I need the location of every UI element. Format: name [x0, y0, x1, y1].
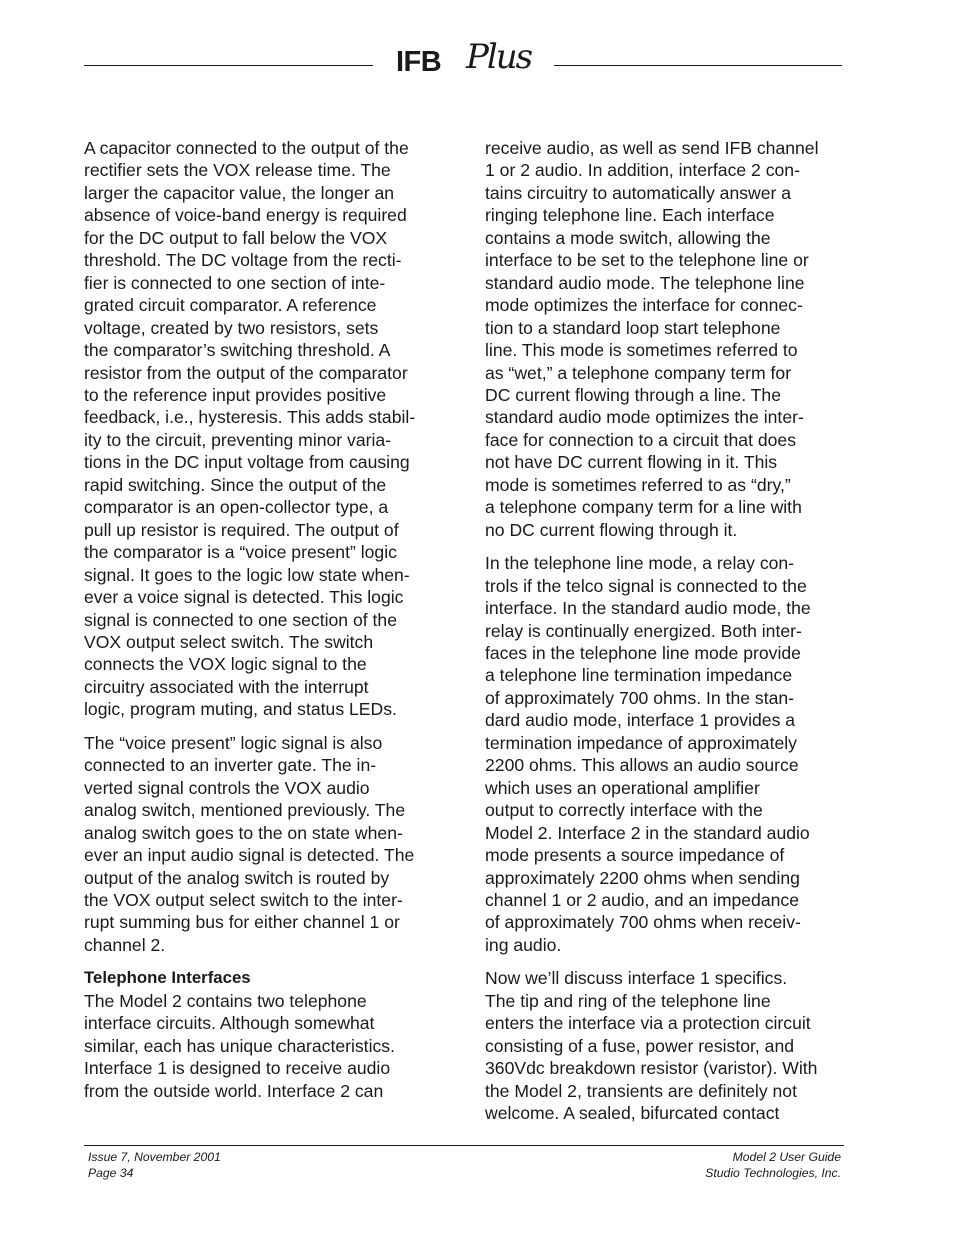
text-line: signal. It goes to the logic low state when- — [84, 564, 410, 585]
text-line: comparator is an open-collector type, a — [84, 497, 389, 518]
paragraph-interface-modes — [485, 137, 841, 541]
text-line: channel 1 or 2 audio, and an impedance — [485, 889, 799, 910]
text-line: verted signal controls the VOX audio — [84, 777, 370, 798]
text-line: from the outside world. Interface 2 can — [84, 1080, 384, 1101]
text-line: tains circuitry to automatically answer a — [485, 182, 792, 203]
paragraph-voice-present — [84, 732, 440, 957]
text-line: logic, program muting, and status LEDs. — [84, 699, 397, 720]
text-line: consisting of a fuse, power resistor, and — [485, 1035, 795, 1056]
text-line: The Model 2 contains two telephone — [84, 990, 367, 1011]
text-line: termination impedance of approximately — [485, 732, 797, 753]
text-line: The “voice present” logic signal is also — [84, 732, 383, 753]
footer-left — [88, 1150, 221, 1181]
text-line: threshold. The DC voltage from the recti- — [84, 250, 402, 271]
text-line: The tip and ring of the telephone line — [485, 990, 771, 1011]
right-column — [485, 137, 841, 1135]
text-line: channel 2. — [84, 934, 166, 955]
text-line: mode presents a source impedance of — [485, 845, 785, 866]
paragraph-telephone-line-mode — [485, 552, 841, 956]
paragraph-vox-release — [84, 137, 440, 721]
text-line: voltage, created by two resistors, sets — [84, 317, 379, 338]
text-line: ringing telephone line. Each interface — [485, 205, 775, 226]
ifb-plus-logo — [392, 38, 540, 86]
footer-page-number: Page 34 — [88, 1165, 134, 1180]
text-line: ing audio. — [485, 934, 562, 955]
left-column — [84, 137, 440, 1113]
text-line: circuitry associated with the interrupt — [84, 676, 369, 697]
text-line: larger the capacitor value, the longer an — [84, 182, 395, 203]
text-line: interface. In the standard audio mode, the — [485, 598, 811, 619]
text-line: grated circuit comparator. A reference — [84, 295, 377, 316]
footer-issue: Issue 7, November 2001 — [88, 1150, 221, 1164]
text-line: ity to the circuit, preventing minor varia- — [84, 429, 392, 450]
text-line: the Model 2, transients are definitely not — [485, 1080, 797, 1101]
text-line: rupt summing bus for either channel 1 or — [84, 912, 400, 933]
text-line: ever an input audio signal is detected. The — [84, 845, 415, 866]
text-line: the VOX output select switch to the inter- — [84, 889, 403, 910]
logo-ifb-text: IFB — [396, 46, 442, 78]
text-line: output of the analog switch is routed by — [84, 867, 390, 888]
text-line: no DC current flowing through it. — [485, 519, 738, 540]
text-line: for the DC output to fall below the VOX — [84, 227, 388, 248]
text-line: fier is connected to one section of inte- — [84, 272, 386, 293]
text-line: tions in the DC input voltage from causing — [84, 452, 410, 473]
footer-rule — [84, 1145, 844, 1146]
text-line: absence of voice-band energy is required — [84, 205, 407, 226]
footer-guide-title: Model 2 User Guide — [732, 1150, 841, 1164]
text-line: analog switch goes to the on state when- — [84, 822, 403, 843]
text-line: signal is connected to one section of the — [84, 609, 397, 630]
text-line: of approximately 700 ohms when receiv- — [485, 912, 801, 933]
text-line: interface circuits. Although somewhat — [84, 1013, 375, 1034]
text-line: dard audio mode, interface 1 provides a — [485, 710, 796, 731]
text-line: standard audio mode optimizes the inter- — [485, 407, 804, 428]
text-line: contains a mode switch, allowing the — [485, 227, 771, 248]
text-line: Model 2. Interface 2 in the standard audio — [485, 822, 810, 843]
text-line: tion to a standard loop start telephone — [485, 317, 781, 338]
text-line: Interface 1 is designed to receive audio — [84, 1058, 391, 1079]
text-line: pull up resistor is required. The output of — [84, 519, 399, 540]
text-line: 360Vdc breakdown resistor (varistor). With — [485, 1058, 818, 1079]
text-line: which uses an operational amplifier — [485, 777, 760, 798]
text-line: In the telephone line mode, a relay con- — [485, 553, 795, 574]
text-line: Now we’ll discuss interface 1 specifics. — [485, 968, 788, 989]
section-heading-telephone-interfaces: Telephone Interfaces — [84, 968, 251, 988]
text-line: feedback, i.e., hysteresis. This adds stabil- — [84, 407, 416, 428]
paragraph-interface-1-specifics — [485, 967, 841, 1124]
text-line: DC current flowing through a line. The — [485, 384, 781, 405]
footer-right — [705, 1150, 841, 1181]
text-line: similar, each has unique characteristics. — [84, 1035, 395, 1056]
text-line: connects the VOX logic signal to the — [84, 654, 367, 675]
header-rule-right — [554, 65, 842, 66]
text-line: a telephone line termination impedance — [485, 665, 793, 686]
text-line: VOX output select switch. The switch — [84, 631, 374, 652]
text-line: analog switch, mentioned previously. The — [84, 800, 406, 821]
text-line: welcome. A sealed, bifurcated contact — [485, 1103, 780, 1124]
text-line: 2200 ohms. This allows an audio source — [485, 755, 799, 776]
text-line: resistor from the output of the comparator — [84, 362, 408, 383]
text-line: the comparator is a “voice present” logic — [84, 542, 397, 563]
text-line: receive audio, as well as send IFB channel — [485, 138, 819, 158]
text-line: of approximately 700 ohms. In the stan- — [485, 687, 795, 708]
text-line: output to correctly interface with the — [485, 800, 763, 821]
text-line: faces in the telephone line mode provide — [485, 642, 801, 663]
logo-plus-script: Plus — [466, 37, 532, 77]
text-line: 1 or 2 audio. In addition, interface 2 con- — [485, 160, 800, 181]
text-line: ever a voice signal is detected. This logic — [84, 587, 404, 608]
text-line: to the reference input provides positive — [84, 384, 387, 405]
text-line: rectifier sets the VOX release time. The — [84, 160, 391, 181]
text-line: mode is sometimes referred to as “dry,” — [485, 474, 791, 495]
text-line: as “wet,” a telephone company term for — [485, 362, 792, 383]
text-line: trols if the telco signal is connected to the — [485, 575, 807, 596]
text-line: standard audio mode. The telephone line — [485, 272, 805, 293]
text-line: rapid switching. Since the output of the — [84, 474, 387, 495]
text-line: relay is continually energized. Both inter- — [485, 620, 802, 641]
text-line: face for connection to a circuit that does — [485, 429, 797, 450]
text-line: a telephone company term for a line with — [485, 497, 802, 518]
text-line: connected to an inverter gate. The in- — [84, 755, 377, 776]
paragraph-telephone-interfaces — [84, 990, 440, 1102]
text-line: interface to be set to the telephone line or — [485, 250, 809, 271]
text-line: enters the interface via a protection circuit — [485, 1013, 811, 1034]
text-line: approximately 2200 ohms when sending — [485, 867, 800, 888]
text-line: mode optimizes the interface for connec- — [485, 295, 803, 316]
footer-company: Studio Technologies, Inc. — [705, 1165, 841, 1180]
header-rule-left — [84, 65, 373, 66]
text-line: not have DC current flowing in it. This — [485, 452, 778, 473]
text-line: A capacitor connected to the output of the — [84, 138, 409, 158]
text-line: line. This mode is sometimes referred to — [485, 340, 798, 361]
text-line: the comparator’s switching threshold. A — [84, 340, 391, 361]
